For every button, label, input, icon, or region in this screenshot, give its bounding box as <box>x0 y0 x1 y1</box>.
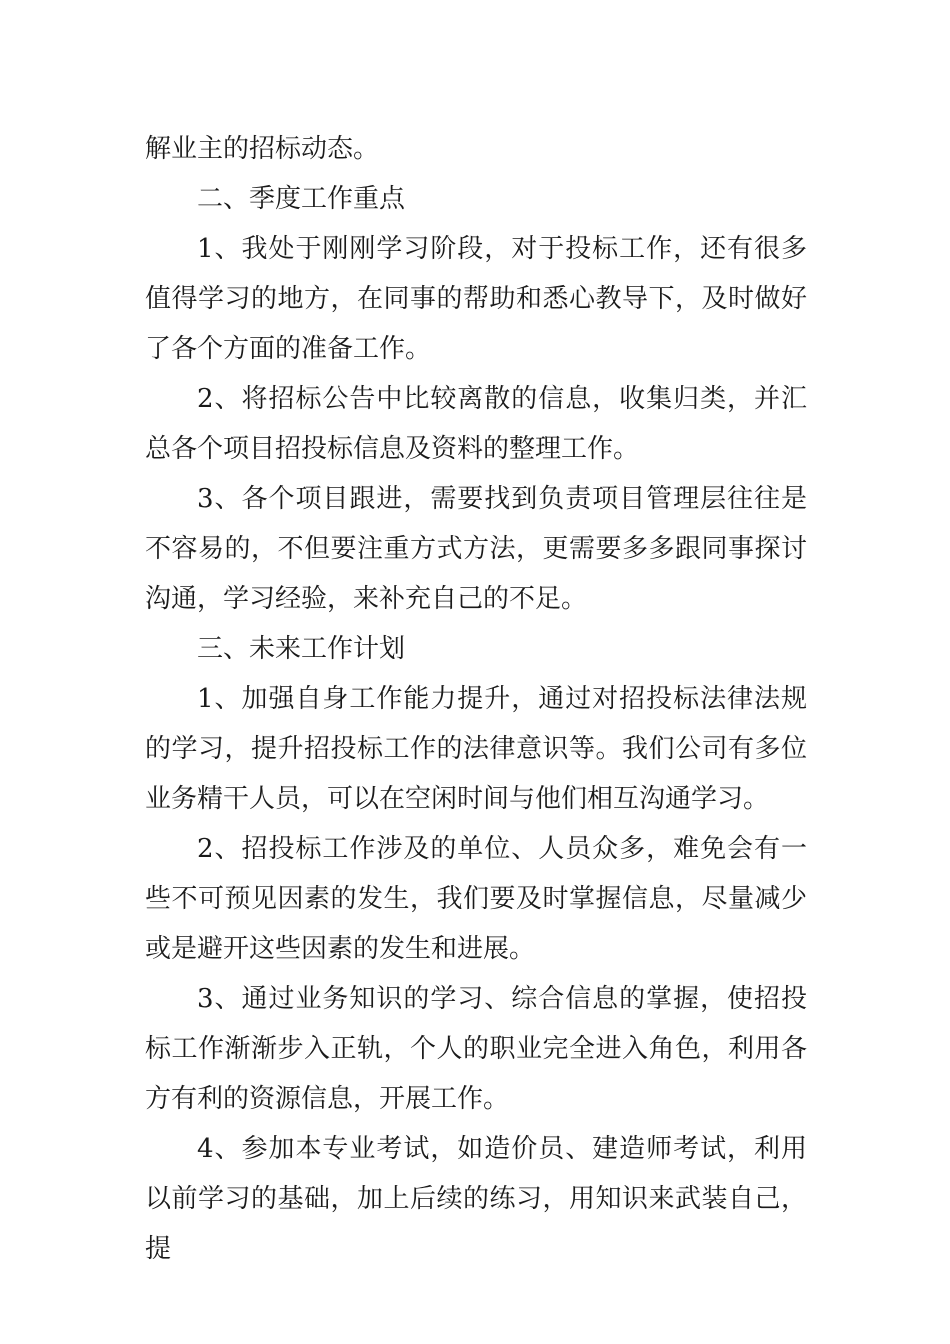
document-body <box>145 124 807 1274</box>
paragraph-focus-item-3: 3、各个项目跟进，需要找到负责项目管理层往往是不容易的，不但要注重方式方法，更需要多多跟同事探讨沟通，学习经验，来补充自己的不足。 <box>145 484 807 614</box>
paragraph-focus-item-2: 2、将招标公告中比较离散的信息，收集归类，并汇总各个项目招投标信息及资料的整理工作。 <box>145 384 807 464</box>
section-heading-future-plan: 三、未来工作计划 <box>197 634 406 664</box>
paragraph-continuation: 解业主的招标动态。 <box>145 134 380 164</box>
paragraph-plan-item-2: 2、招投标工作涉及的单位、人员众多，难免会有一些不可预见因素的发生，我们要及时掌握信息，尽量减少或是避开这些因素的发生和进展。 <box>145 834 807 964</box>
paragraph-plan-item-1: 1、加强自身工作能力提升，通过对招投标法律法规的学习，提升招投标工作的法律意识等。我们公司有多位业务精干人员，可以在空闲时间与他们相互沟通学习。 <box>145 684 807 814</box>
paragraph-plan-item-4: 4、参加本专业考试，如造价员、建造师考试，利用以前学习的基础，加上后续的练习，用知识来武装自己，提 <box>145 1134 807 1264</box>
paragraph-focus-item-1: 1、我处于刚刚学习阶段，对于投标工作，还有很多值得学习的地方，在同事的帮助和悉心教导下，及时做好了各个方面的准备工作。 <box>145 234 807 364</box>
section-heading-quarterly-focus: 二、季度工作重点 <box>197 184 406 214</box>
paragraph-plan-item-3: 3、通过业务知识的学习、综合信息的掌握，使招投标工作渐渐步入正轨，个人的职业完全进入角色，利用各方有利的资源信息，开展工作。 <box>145 984 807 1114</box>
